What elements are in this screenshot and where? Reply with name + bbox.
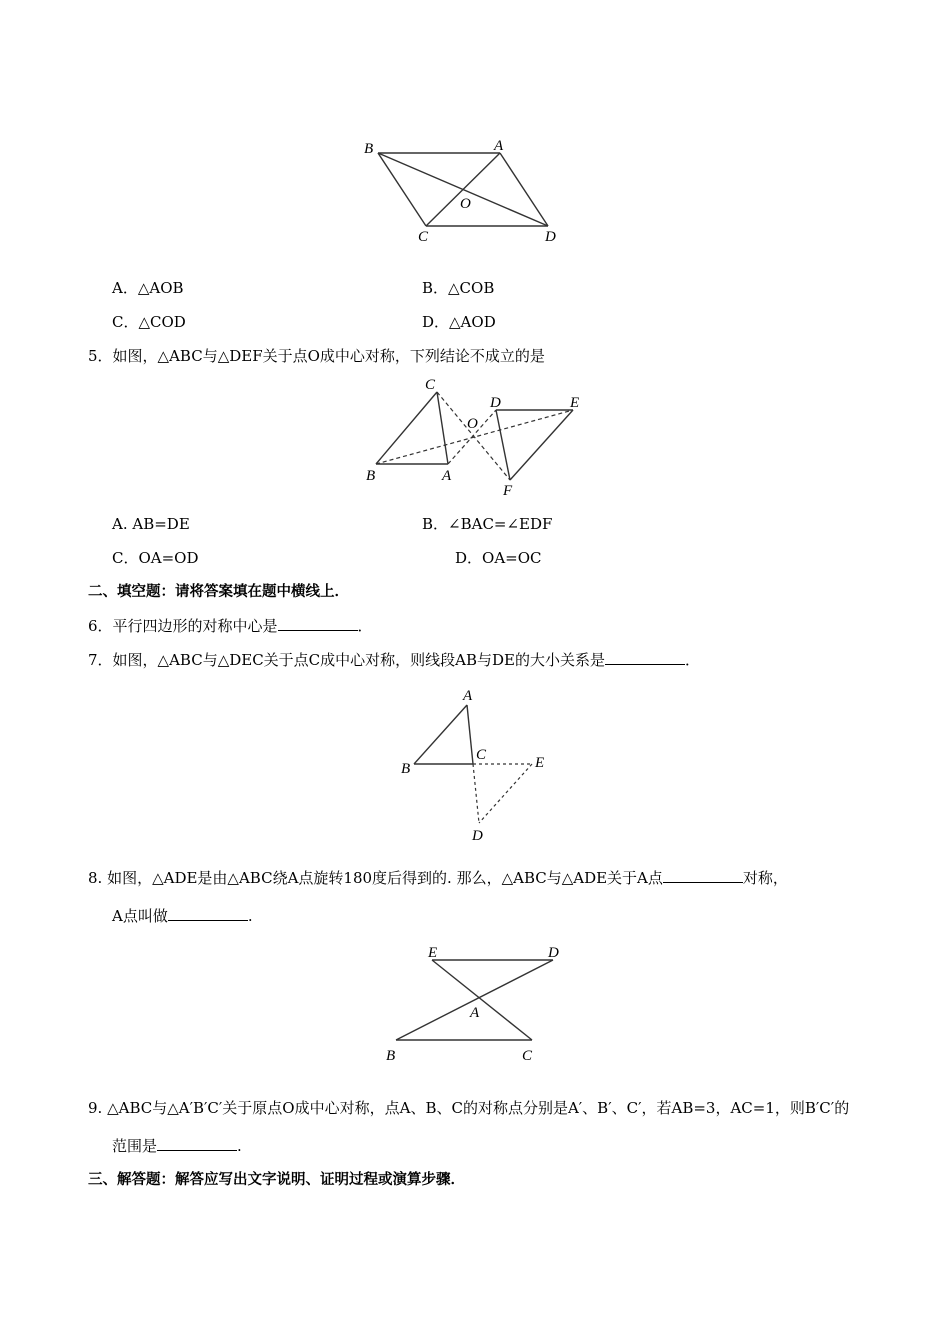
label-f: F [503,483,513,499]
q7-stem: 7．如图，△ABC与△DEC关于点C成中心对称，则线段AB与DE的大小关系是 [88,651,605,669]
q9-answer-blank [157,1136,237,1151]
section-3-heading: 三、解答题：解答应写出文字说明、证明过程或演算步骤． [88,1172,465,1188]
q6-tail: ． [357,617,373,635]
label-b: B [364,141,374,157]
edge-db [396,960,553,1040]
label-e: E [428,945,438,961]
q4-option-b: B．△COB [422,279,495,297]
label-e: E [535,755,545,771]
label-c: C [418,229,429,245]
label-c: C [522,1048,533,1064]
label-d: D [490,395,501,411]
label-a: A [494,138,504,154]
label-e: E [570,395,580,411]
label-d: D [545,229,556,245]
q9-line2 [112,1136,242,1156]
label-b: B [401,761,411,777]
label-c: C [425,377,436,393]
label-b: B [366,468,376,484]
label-a: A [442,468,452,484]
label-o: O [467,416,478,432]
q8-line2-text: A点叫做 [112,907,168,925]
q4-option-d: D．△AOD [422,313,496,331]
q5-option-c: C．OA=OD [112,549,199,567]
label-a: A [463,688,473,704]
q9-tail: . [237,1137,242,1155]
edge-ec [432,960,532,1040]
section-2-heading: 二、填空题：请将答案填在题中横线上． [88,584,349,600]
label-d: D [472,828,483,844]
q8-tail: . [247,907,253,925]
label-d: D [548,945,559,961]
q5-option-d: D．OA=OC [455,549,542,567]
label-o: O [460,196,471,212]
q8-stem-part2: 对称， [742,869,788,887]
label-b: B [386,1048,396,1064]
q9-line2-text: 范围是 [112,1137,158,1155]
q4-option-a: A．△AOB [112,279,184,297]
q9-line1: 9. △ABC与△A′B′C′关于原点O成中心对称，点A、B、C的对称点分别是A′、B′、C′，若AB=3，AC=1，则B′C′的 [88,1099,850,1117]
label-c: C [476,747,487,763]
q8-stem-part1: 8. 如图，△ADE是由△ABC绕A点旋转180度后得到的. 那么，△ABC与△ADE关于A点 [88,869,663,887]
label-a: A [470,1005,480,1021]
q5-option-b: B．∠BAC=∠EDF [422,515,553,533]
q4-option-c: C．△COD [112,313,186,331]
q5-option-a: A. AB=DE [112,515,190,533]
q5-stem: 5．如图，△ABC与△DEF关于点O成中心对称，下列结论不成立的是 [88,347,545,365]
q7-tail: ． [685,651,701,669]
q6-stem: 6．平行四边形的对称中心是 [88,617,278,635]
